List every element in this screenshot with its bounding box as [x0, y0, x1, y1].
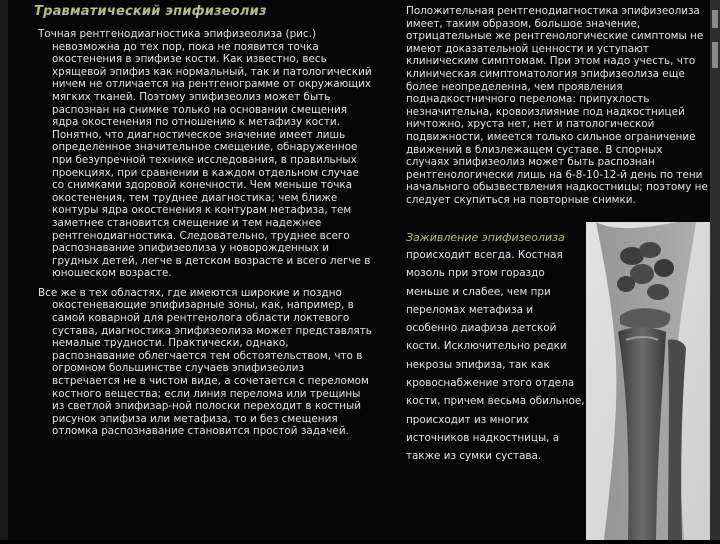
right-column-bottom: [406, 246, 586, 466]
left-edge-bar: [0, 0, 8, 540]
left-column: [38, 28, 372, 445]
xray-forearm-graphic: [586, 222, 710, 540]
right-edge-bar: [710, 0, 720, 540]
healing-paragraph: происходит всегда. Костная мозоль при этом гораздо меньше и слабее, чем при переломах метафиза и особенно диафиза детской кости. Исключительно редки некрозы эпифиза, так как кровоснабжение этого отдела кости, причем весьма обильное, происходит из многих источников надкостницы, а также из сумки сустава.: [406, 249, 585, 463]
xray-image: [586, 222, 710, 540]
left-paragraph-2: Все же в тех областях, где имеются широкие и поздно окостеневающие эпифизарные зоны, как, например, в самой коварной для рентгенолога области локтевого сустава, диагностика эпифизеолиза может представлять немалые трудности. Практически, однако, распознавание облегчается тем обстоятельством, что в огромном большинстве случаев эпифизеолиз встречается не в чистом виде, а сочетается с переломом костного вещества; если линия перелома или трещины из светлой эпифизар-ной полоски переходит в костный рисунок эпифиза или метафиза, то и без смещения отломка распознавание становится простой задачей.: [38, 286, 372, 438]
left-paragraph-1: Точная рентгенодиагностика эпифизеолиза (рис.) невозможна до тех пор, пока не появится точка окостенения в эпифизе кости. Как известно, весь хрящевой эпифиз как нормальный, так и патологический ничем не отличается на рентгенограмме от окружающих мягких тканей. Поэтому эпифизеолиз может быть распознан на снимке только на основании смещения ядра окостенения по отношению к метафизу кости. Понятно, что диагностическое значение имеет лишь определенное значительное смещение, обнаруженное при безупречной технике исследования, в правильных проекциях, при сравнении в каждом отдельном случае со снимками здоровой конечности. Чем меньше точка окостенения, тем труднее диагностика; чем ближе контуры ядра окостенения к контурам метафиза, тем заметнее становится смещение и тем надежнее рентгенодиагностика. Следовательно, труднее всего распознавание эпифизеолиза у новорожденных и грудных детей, легче в детском возрасте и всего легче в юношеском возрасте.: [38, 28, 372, 280]
healing-subheading: Заживление эпифизеолиза: [406, 231, 565, 244]
edge-mark: [712, 10, 718, 28]
right-paragraph: Положительная рентгенодиагностика эпифизеолиза имеет, таким образом, большое значение, отрицательные же рентгенологические симптомы не имеют доказательной ценности и уступают клиническим симптомам. При этом надо учесть, что клиническая симптоматология эпифизеолиза еще более неопределенна, чем проявления поднадкостничного перелома: припухлость незначительна, кровоизлияние под надкостницей ничтожно, хруста нет, нет и патологической подвижности, имеется только сильное ограничение движений в близлежащем суставе. В спорных случаях эпифизеолиз может быть распознан рентгенологически лишь на 6-8-10-12-й день по тени начального обызвествления надкостницы; поэтому не следует скупиться на повторные снимки.: [406, 5, 708, 206]
edge-mark: [712, 42, 718, 68]
slide-title: Травматический эпифизеолиз: [34, 4, 267, 19]
right-column-top: [406, 5, 708, 207]
